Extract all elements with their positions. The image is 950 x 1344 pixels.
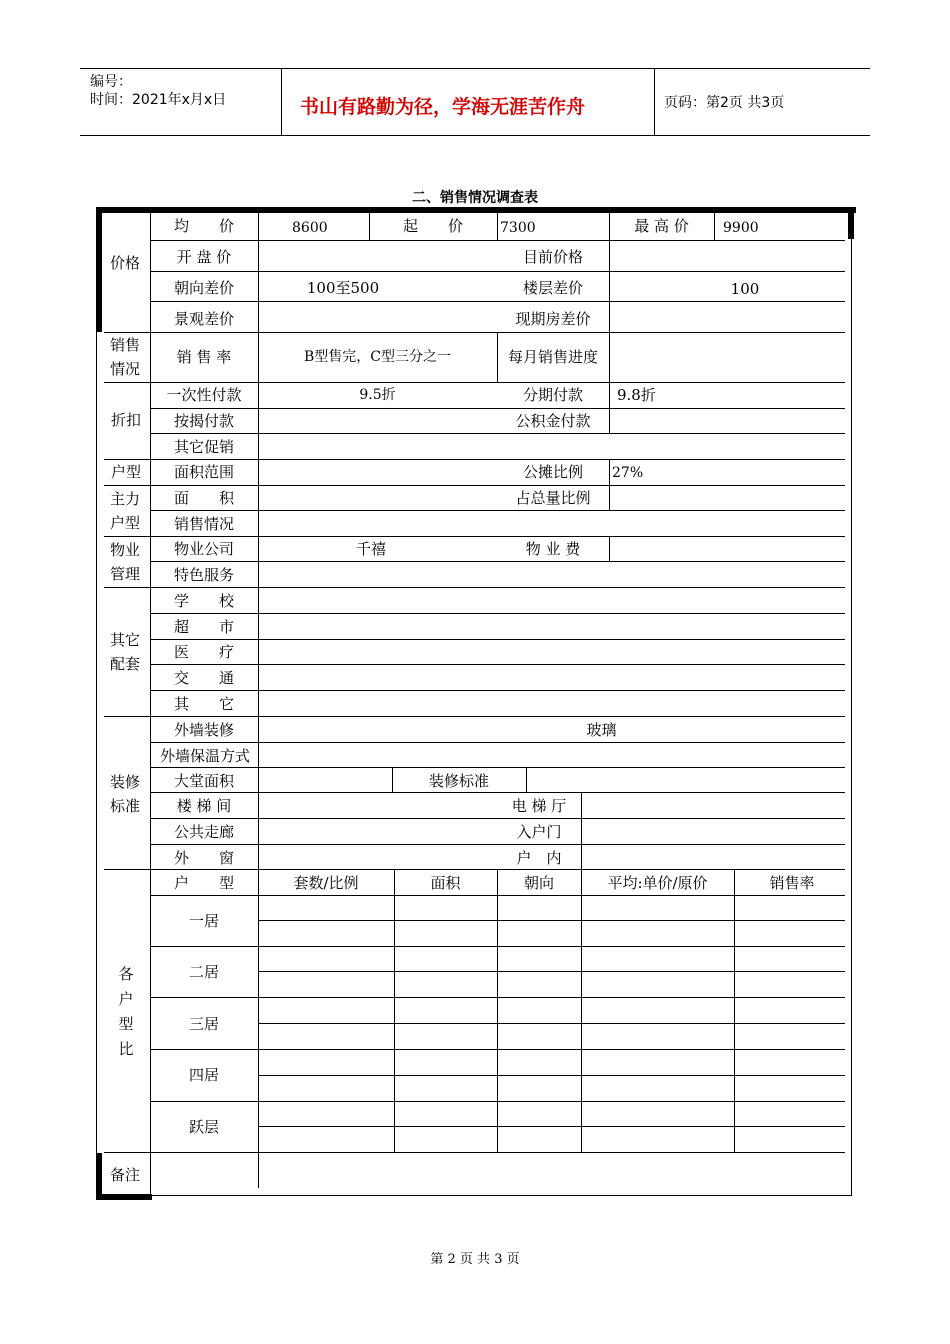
grid-line [104, 1152, 845, 1153]
grid-line [609, 536, 610, 561]
elevator-hall-label: 电 梯 厅 [511, 797, 567, 815]
other-promotion-label: 其它促销 [173, 438, 234, 456]
page-title: 二、销售情况调查表 [412, 190, 538, 206]
stairwell-label: 楼 梯 间 [176, 797, 232, 815]
group-main-unit: 主力户型 [109, 490, 140, 532]
header-number-label: 编号： [90, 74, 132, 90]
grid-line [150, 664, 845, 665]
page-footer: 第 2 页 共 3 页 [430, 1252, 520, 1267]
group-sales: 销售情况 [109, 336, 140, 378]
main-area-label: 面 积 [173, 489, 234, 507]
view-diff-label: 景观差价 [173, 310, 234, 328]
grid-line [150, 792, 845, 793]
col-header-area: 面积 [430, 874, 461, 892]
orientation-diff-label: 朝向差价 [173, 279, 234, 297]
max-price-value[interactable]: 9900 [723, 220, 759, 236]
grid-line [150, 301, 845, 302]
group-property: 物业管理 [109, 541, 140, 583]
existing-house-diff-label: 现期房差价 [515, 310, 591, 328]
frame-accent [96, 207, 102, 332]
orientation-diff-value[interactable]: 100至500 [306, 279, 380, 297]
grid-line [258, 1023, 845, 1024]
frame-accent [96, 207, 856, 213]
grid-line [104, 382, 845, 383]
col-header-sales-rate: 销售率 [769, 874, 815, 892]
group-char: 户 [118, 990, 134, 1008]
row-label-4br: 四居 [188, 1066, 219, 1084]
row-label-2br: 二居 [188, 963, 219, 981]
lump-sum-label: 一次性付款 [166, 386, 242, 404]
entry-door-label: 入户门 [516, 823, 562, 841]
facility-medical-label: 医 疗 [173, 643, 234, 661]
grid-line [150, 433, 845, 434]
exterior-wall-value[interactable]: 玻璃 [586, 721, 617, 739]
facility-transport-label: 交 通 [173, 669, 234, 687]
grid-line [714, 213, 715, 240]
grid-line [150, 844, 845, 845]
group-unit-type: 户型 [110, 463, 141, 481]
special-service-label: 特色服务 [173, 566, 234, 584]
housing-fund-label: 公积金付款 [515, 412, 591, 430]
grid-line [104, 716, 845, 717]
row-label-1br: 一居 [188, 912, 219, 930]
grid-line [258, 1126, 845, 1127]
group-discount: 折扣 [110, 411, 141, 429]
group-unit-ratio [104, 962, 148, 1062]
grid-line [258, 971, 845, 972]
current-price-label: 目前价格 [522, 248, 583, 266]
grid-line [104, 459, 845, 460]
main-sales-label: 销售情况 [173, 515, 234, 533]
exterior-wall-label: 外墙装修 [173, 721, 234, 739]
grid-line [150, 742, 845, 743]
group-char: 型 [118, 1015, 134, 1033]
grid-line [104, 536, 845, 537]
shared-ratio-label: 公摊比例 [522, 463, 583, 481]
mortgage-label: 按揭付款 [173, 412, 234, 430]
grid-line [394, 869, 395, 1152]
total-ratio-label: 占总量比例 [515, 489, 591, 507]
area-range-label: 面积范围 [173, 463, 234, 481]
grid-line [150, 271, 845, 272]
grid-line [258, 1075, 845, 1076]
grid-line [150, 510, 845, 511]
header-top-line [80, 68, 870, 69]
property-fee-label: 物 业 费 [525, 540, 581, 558]
shared-ratio-value[interactable]: 27% [612, 465, 644, 481]
col-header-orientation: 朝向 [523, 874, 554, 892]
grid-line [104, 587, 845, 588]
grid-line [581, 869, 582, 1152]
sales-rate-label: 销 售 率 [176, 348, 232, 366]
row-label-duplex: 跃层 [188, 1118, 219, 1136]
grid-line [104, 485, 845, 486]
grid-line [497, 213, 498, 240]
max-price-label: 最 高 价 [634, 217, 689, 235]
grid-line [150, 613, 845, 614]
facility-school-label: 学 校 [173, 592, 234, 610]
grid-line [150, 690, 845, 691]
grid-line [258, 920, 845, 921]
group-decoration: 装修标准 [109, 773, 140, 815]
grid-line [104, 332, 845, 333]
sales-rate-value[interactable]: B型售完，C型三分之一 [304, 349, 451, 365]
group-char: 比 [118, 1040, 134, 1058]
monthly-progress-label: 每月销售进度 [507, 348, 598, 366]
start-price-label: 起 价 [402, 217, 463, 235]
header-time-label: 时间：2021年x月x日 [90, 92, 227, 108]
floor-diff-label: 楼层差价 [522, 279, 583, 297]
col-header-avg-price: 平均:单价/原价 [607, 874, 708, 892]
grid-line [150, 561, 845, 562]
public-corridor-label: 公共走廊 [173, 823, 234, 841]
frame-accent [96, 1194, 152, 1200]
grid-line [150, 767, 845, 768]
grid-line [609, 332, 610, 382]
col-header-count: 套数/比例 [293, 874, 359, 892]
exterior-window-label: 外 窗 [173, 849, 234, 867]
remark-label: 备注 [109, 1166, 140, 1184]
floor-diff-value[interactable]: 100 [730, 280, 760, 298]
header-motto: 书山有路勤为径，学海无涯苦作舟 [300, 96, 586, 118]
grid-line [609, 459, 610, 510]
lobby-area-label: 大堂面积 [173, 772, 234, 790]
grid-line [609, 382, 610, 433]
property-company-value[interactable]: 千禧 [355, 540, 386, 558]
header-bottom-line [80, 135, 870, 136]
grid-line [150, 818, 845, 819]
installment-value[interactable]: 9.8折 [617, 386, 656, 404]
row-label-3br: 三居 [188, 1015, 219, 1033]
facility-market-label: 超 市 [173, 618, 234, 636]
group-price: 价格 [110, 254, 141, 272]
group-facilities: 其它配套 [109, 631, 140, 673]
grid-line [150, 408, 845, 409]
frame-accent [848, 207, 854, 239]
grid-line [734, 869, 735, 1152]
grid-line [150, 639, 845, 640]
avg-price-label: 均 价 [173, 217, 234, 235]
opening-price-label: 开 盘 价 [176, 248, 232, 266]
grid-line [497, 869, 498, 1152]
insulation-label: 外墙保温方式 [159, 747, 250, 765]
group-char: 各 [118, 965, 134, 983]
grid-line [581, 792, 582, 869]
avg-price-value[interactable]: 8600 [292, 220, 328, 236]
indoor-label: 户 内 [516, 849, 562, 867]
header-page-label: 页码：第2页 共3页 [664, 95, 785, 111]
col-header-unit-type: 户 型 [173, 874, 234, 892]
decoration-standard-label: 装修标准 [428, 772, 489, 790]
grid-line [150, 240, 845, 241]
lump-sum-value[interactable]: 9.5折 [359, 387, 396, 403]
header-divider-right [654, 68, 655, 136]
grid-line [526, 767, 527, 792]
start-price-value[interactable]: 7300 [500, 220, 536, 236]
facility-other-label: 其 它 [173, 695, 234, 713]
property-company-label: 物业公司 [173, 540, 234, 558]
header-divider-left [281, 68, 282, 136]
installment-label: 分期付款 [522, 386, 583, 404]
